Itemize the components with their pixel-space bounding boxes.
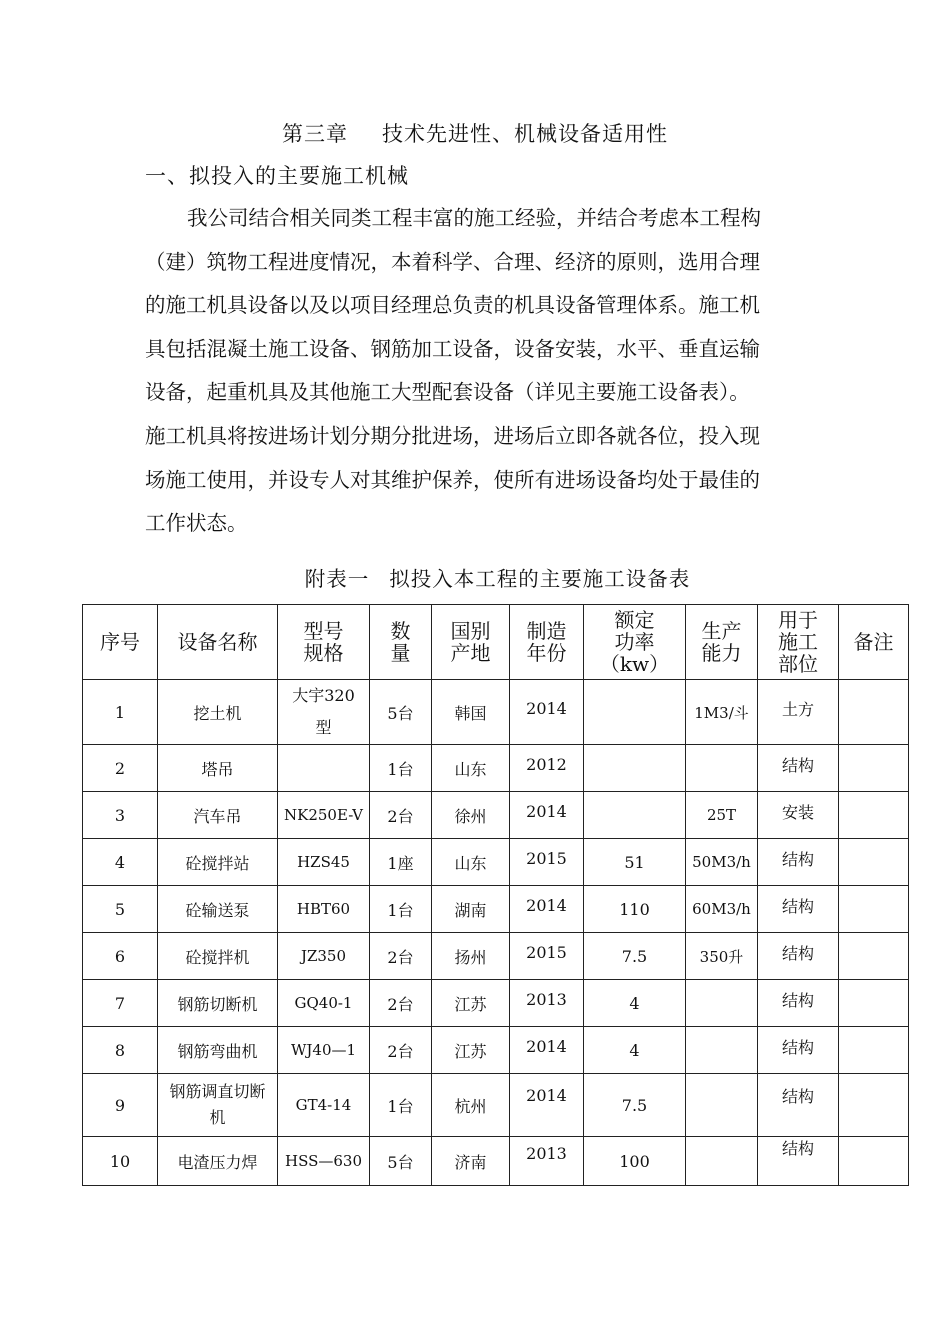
cell-year: 2013 <box>510 980 584 1027</box>
cell-year: 2014 <box>510 1027 584 1074</box>
table-caption <box>0 562 950 592</box>
paragraph-line: 设备，起重机具及其他施工大型配套设备（详见主要施工设备表）。 <box>145 380 750 405</box>
chapter-title <box>0 118 950 148</box>
cell-capacity: 25T <box>686 792 758 839</box>
cell-origin: 徐州 <box>432 792 510 839</box>
table-row <box>83 980 909 1027</box>
cell-note <box>839 886 909 933</box>
table-row <box>83 680 909 745</box>
cell-qty: 2台 <box>370 1027 432 1074</box>
header-use: 用于 施工 部位 <box>758 605 839 680</box>
cell-note <box>839 933 909 980</box>
cell-no: 1 <box>83 680 158 745</box>
header-power: 额定 功率 （kw） <box>584 605 686 680</box>
table-row <box>83 886 909 933</box>
cell-qty: 5台 <box>370 1137 432 1186</box>
cell-capacity: 350升 <box>686 933 758 980</box>
cell-year: 2012 <box>510 745 584 792</box>
cell-qty: 5台 <box>370 680 432 745</box>
cell-power: 110 <box>584 886 686 933</box>
cell-note <box>839 1137 909 1186</box>
cell-use: 结构 <box>758 886 839 933</box>
cell-qty: 2台 <box>370 980 432 1027</box>
table-row <box>83 1074 909 1137</box>
paragraph-line: 工作状态。 <box>145 511 248 536</box>
cell-use: 结构 <box>758 745 839 792</box>
paragraph-line: 具包括混凝土施工设备、钢筋加工设备，设备安装，水平、垂直运输 <box>145 336 760 361</box>
cell-note <box>839 839 909 886</box>
cell-name: 砼搅拌机 <box>158 933 278 980</box>
table-row <box>83 933 909 980</box>
cell-qty: 1台 <box>370 886 432 933</box>
cell-note <box>839 680 909 745</box>
cell-capacity: 1M3/斗 <box>686 680 758 745</box>
cell-origin: 韩国 <box>432 680 510 745</box>
cell-origin: 山东 <box>432 745 510 792</box>
cell-name: 塔吊 <box>158 745 278 792</box>
cell-model: GQ40-1 <box>278 980 370 1027</box>
paragraph-line: （建）筑物工程进度情况，本着科学、合理、经济的原则，选用合理 <box>145 249 760 274</box>
cell-qty: 2台 <box>370 792 432 839</box>
table-header-row <box>83 605 909 680</box>
cell-model: NK250E-V <box>278 792 370 839</box>
cell-use: 结构 <box>758 1137 839 1186</box>
cell-note <box>839 792 909 839</box>
header-capacity: 生产 能力 <box>686 605 758 680</box>
cell-year: 2013 <box>510 1137 584 1186</box>
cell-year: 2015 <box>510 933 584 980</box>
cell-year: 2014 <box>510 680 584 745</box>
cell-power: 7.5 <box>584 1074 686 1137</box>
table-row <box>83 839 909 886</box>
cell-use: 结构 <box>758 933 839 980</box>
cell-capacity <box>686 980 758 1027</box>
header-note: 备注 <box>839 605 909 680</box>
cell-year: 2014 <box>510 886 584 933</box>
cell-origin: 山东 <box>432 839 510 886</box>
cell-capacity <box>686 745 758 792</box>
cell-power <box>584 745 686 792</box>
cell-name: 钢筋切断机 <box>158 980 278 1027</box>
cell-name: 挖土机 <box>158 680 278 745</box>
cell-year: 2014 <box>510 792 584 839</box>
table-row <box>83 745 909 792</box>
cell-origin: 扬州 <box>432 933 510 980</box>
cell-name: 电渣压力焊 <box>158 1137 278 1186</box>
paragraph-line: 我公司结合相关同类工程丰富的施工经验，并结合考虑本工程构 <box>187 206 761 230</box>
cell-origin: 江苏 <box>432 1027 510 1074</box>
chapter-name: 技术先进性、机械设备适用性 <box>382 122 668 146</box>
cell-note <box>839 980 909 1027</box>
cell-model: HSS—630 <box>278 1137 370 1186</box>
cell-use: 结构 <box>758 839 839 886</box>
table-caption-title: 拟投入本工程的主要施工设备表 <box>389 567 691 591</box>
cell-no: 7 <box>83 980 158 1027</box>
cell-note <box>839 1027 909 1074</box>
cell-power: 7.5 <box>584 933 686 980</box>
header-origin: 国别 产地 <box>432 605 510 680</box>
cell-name: 钢筋调直切断机 <box>158 1074 278 1137</box>
cell-no: 5 <box>83 886 158 933</box>
cell-model <box>278 745 370 792</box>
cell-model: WJ40—1 <box>278 1027 370 1074</box>
table-row <box>83 1137 909 1186</box>
cell-use: 结构 <box>758 980 839 1027</box>
cell-power: 4 <box>584 1027 686 1074</box>
paragraph-line: 施工机具将按进场计划分期分批进场，进场后立即各就各位，投入现 <box>145 423 760 448</box>
cell-qty: 2台 <box>370 933 432 980</box>
cell-model: JZ350 <box>278 933 370 980</box>
cell-year: 2014 <box>510 1074 584 1137</box>
cell-qty: 1座 <box>370 839 432 886</box>
cell-capacity <box>686 1137 758 1186</box>
cell-capacity: 50M3/h <box>686 839 758 886</box>
header-model: 型号 规格 <box>278 605 370 680</box>
cell-qty: 1台 <box>370 745 432 792</box>
cell-note <box>839 1074 909 1137</box>
cell-power <box>584 680 686 745</box>
cell-use: 土方 <box>758 680 839 745</box>
cell-no: 9 <box>83 1074 158 1137</box>
cell-no: 3 <box>83 792 158 839</box>
cell-name: 砼搅拌站 <box>158 839 278 886</box>
cell-power: 100 <box>584 1137 686 1186</box>
cell-origin: 杭州 <box>432 1074 510 1137</box>
header-name: 设备名称 <box>158 605 278 680</box>
cell-origin: 江苏 <box>432 980 510 1027</box>
cell-power: 51 <box>584 839 686 886</box>
cell-use: 结构 <box>758 1074 839 1137</box>
cell-use: 安装 <box>758 792 839 839</box>
header-qty: 数 量 <box>370 605 432 680</box>
cell-model: HBT60 <box>278 886 370 933</box>
cell-name: 砼输送泵 <box>158 886 278 933</box>
cell-no: 10 <box>83 1137 158 1186</box>
table-row <box>83 792 909 839</box>
cell-origin: 湖南 <box>432 886 510 933</box>
paragraph-line: 场施工使用，并设专人对其维护保养，使所有进场设备均处于最佳的 <box>145 467 760 492</box>
chapter-number: 第三章 <box>282 122 348 146</box>
cell-power: 4 <box>584 980 686 1027</box>
equipment-table <box>82 604 909 1186</box>
cell-qty: 1台 <box>370 1074 432 1137</box>
cell-use: 结构 <box>758 1027 839 1074</box>
cell-no: 8 <box>83 1027 158 1074</box>
header-year: 制造 年份 <box>510 605 584 680</box>
cell-model: 大宇320 型 <box>278 680 370 745</box>
cell-model: GT4-14 <box>278 1074 370 1137</box>
cell-capacity <box>686 1074 758 1137</box>
body-paragraph <box>145 197 810 546</box>
table-caption-prefix: 附表一 <box>304 567 370 591</box>
cell-no: 2 <box>83 745 158 792</box>
cell-origin: 济南 <box>432 1137 510 1186</box>
cell-model: HZS45 <box>278 839 370 886</box>
cell-year: 2015 <box>510 839 584 886</box>
cell-no: 4 <box>83 839 158 886</box>
cell-capacity <box>686 1027 758 1074</box>
table-row <box>83 1027 909 1074</box>
cell-name: 钢筋弯曲机 <box>158 1027 278 1074</box>
cell-no: 6 <box>83 933 158 980</box>
cell-note <box>839 745 909 792</box>
cell-power <box>584 792 686 839</box>
cell-name: 汽车吊 <box>158 792 278 839</box>
paragraph-line: 的施工机具设备以及以项目经理总负责的机具设备管理体系。施工机 <box>145 293 760 318</box>
cell-capacity: 60M3/h <box>686 886 758 933</box>
header-no: 序号 <box>83 605 158 680</box>
section-heading: 一、拟投入的主要施工机械 <box>145 164 409 188</box>
